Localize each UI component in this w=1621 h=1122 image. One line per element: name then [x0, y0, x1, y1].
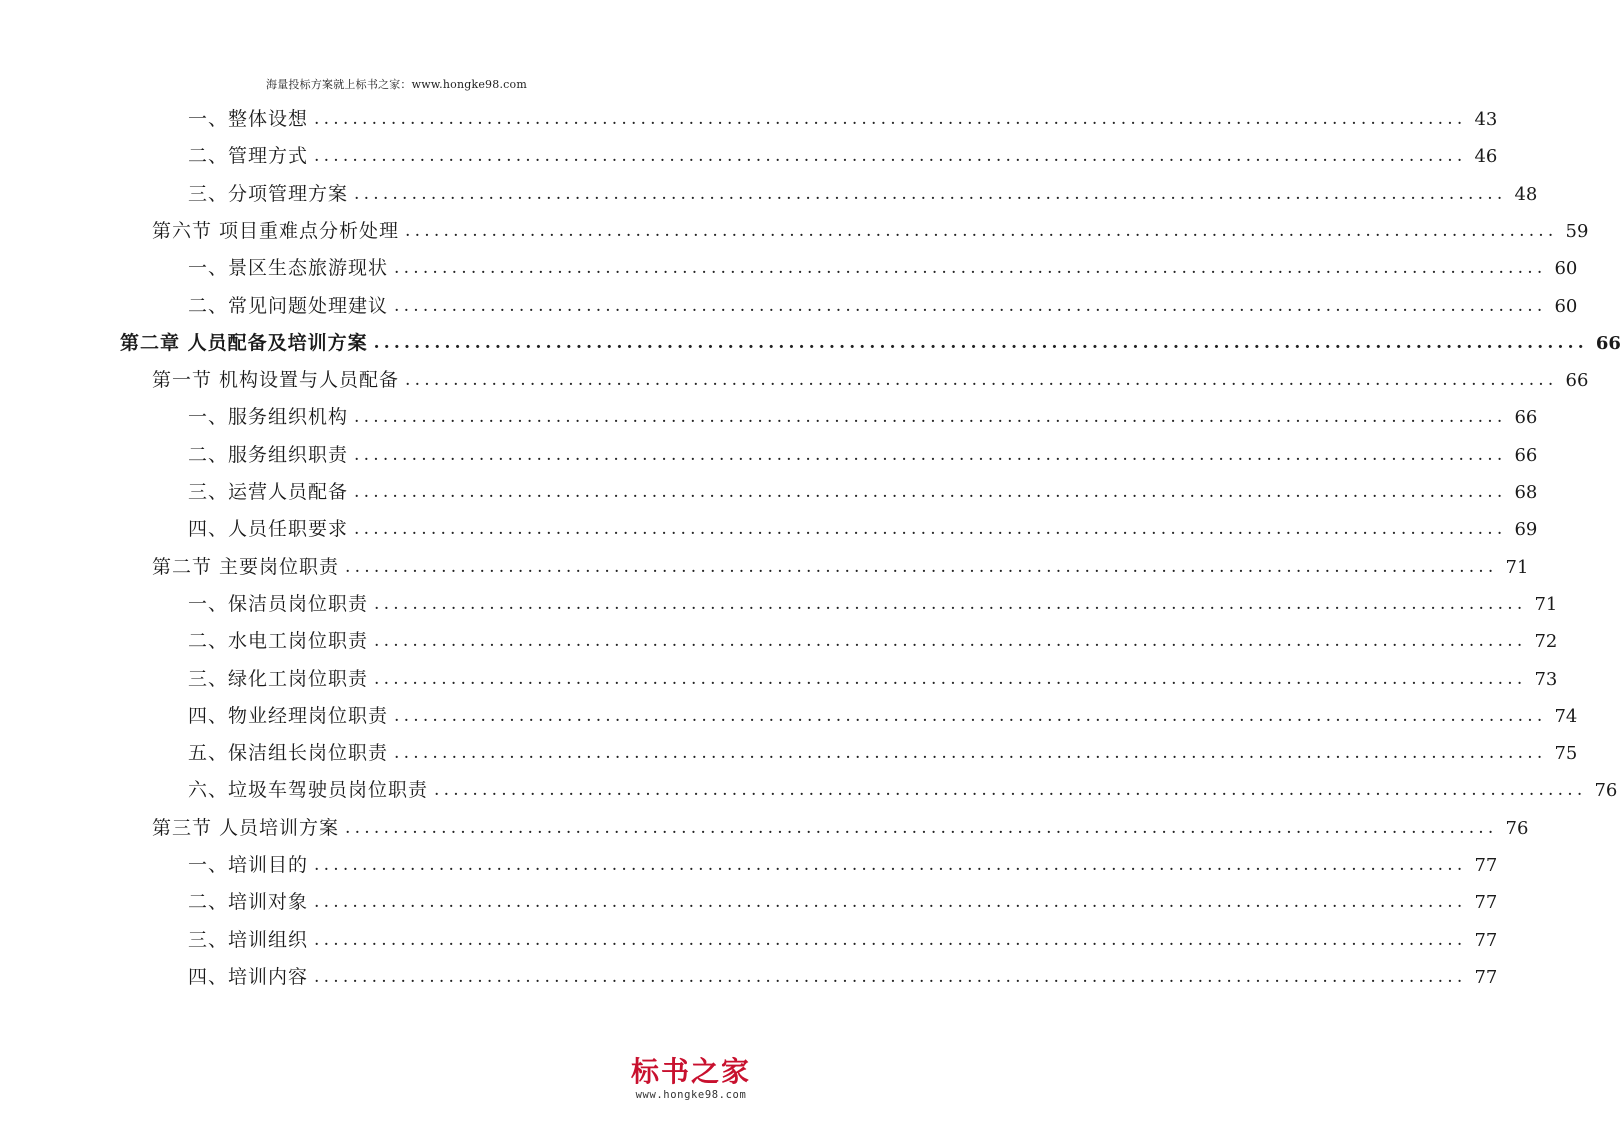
toc-entry-label: 第二章 人员配备及培训方案	[120, 332, 368, 354]
toc-entry-label: 第一节 机构设置与人员配备	[152, 369, 400, 391]
toc-leader-dots: ........................................................................................................................	[354, 184, 1507, 204]
toc-page-number: 68	[1514, 482, 1538, 503]
toc-entry-label: 四、培训内容	[188, 966, 309, 988]
toc-leader-dots: ........................................................................................................................	[394, 258, 1547, 278]
toc-entry	[188, 176, 1538, 213]
toc-leader-dots: ........................................................................................................................	[354, 445, 1507, 465]
toc-leader-dots: ........................................................................................................................	[374, 594, 1527, 614]
toc-entry	[188, 250, 1578, 287]
toc-entry	[188, 884, 1498, 921]
toc-entry	[188, 399, 1538, 436]
toc-entry	[152, 213, 1589, 250]
toc-entry-label: 一、保洁员岗位职责	[188, 593, 369, 615]
toc-entry-label: 四、人员任职要求	[188, 518, 349, 540]
toc-leader-dots: ........................................................................................................................	[345, 557, 1498, 577]
toc-page-number: 71	[1505, 557, 1529, 578]
toc-leader-dots: ........................................................................................................................	[354, 482, 1507, 502]
toc-entry-label: 第二节 主要岗位职责	[152, 556, 340, 578]
toc-leader-dots: ........................................................................................................................	[314, 855, 1467, 875]
watermark-name: 标书之家	[630, 1055, 751, 1088]
toc-entry-label: 一、培训目的	[188, 854, 309, 876]
toc-page-number: 66	[1514, 445, 1538, 466]
toc-leader-dots: ........................................................................................................................	[394, 296, 1547, 316]
toc-page-number: 77	[1474, 967, 1498, 988]
toc-entry-label: 一、景区生态旅游现状	[188, 257, 389, 279]
toc-page-number: 74	[1554, 706, 1578, 727]
toc-entry	[152, 810, 1529, 847]
toc-leader-dots: ........................................................................................................................	[394, 743, 1547, 763]
toc-leader-dots: ........................................................................................................................	[394, 706, 1547, 726]
toc-entry-label: 二、服务组织职责	[188, 444, 349, 466]
toc-leader-dots: ........................................................................................................................	[314, 146, 1467, 166]
toc-entry-label: 四、物业经理岗位职责	[188, 705, 389, 727]
toc-leader-dots: ........................................................................................................................	[314, 892, 1467, 912]
toc-entry	[188, 847, 1498, 884]
toc-entry-label: 二、管理方式	[188, 145, 309, 167]
toc-entry	[188, 698, 1578, 735]
toc-entry	[188, 959, 1498, 996]
toc-leader-dots: ........................................................................................................................	[354, 519, 1507, 539]
toc-entry-label: 第六节 项目重难点分析处理	[152, 220, 400, 242]
toc-entry-label: 三、绿化工岗位职责	[188, 668, 369, 690]
toc-page-number: 76	[1505, 818, 1529, 839]
toc-page-number: 60	[1554, 258, 1578, 279]
toc-leader-dots: ........................................................................................................................	[314, 930, 1467, 950]
toc-leader-dots: ........................................................................................................................	[405, 221, 1558, 241]
toc-entry-label: 二、水电工岗位职责	[188, 630, 369, 652]
watermark-url: www.hongke98.com	[635, 1089, 747, 1101]
toc-leader-dots: ........................................................................................................................	[314, 967, 1467, 987]
toc-entry-label: 三、培训组织	[188, 929, 309, 951]
toc-leader-dots: ........................................................................................................................	[374, 631, 1527, 651]
toc-entry	[188, 288, 1578, 325]
toc-leader-dots: ........................................................................................................................	[405, 370, 1558, 390]
toc-page-number: 66	[1514, 407, 1538, 428]
toc-entry	[120, 325, 1621, 362]
toc-entry	[188, 772, 1618, 809]
toc-entry-label: 二、培训对象	[188, 891, 309, 913]
toc-leader-dots: ........................................................................................................................	[345, 818, 1498, 838]
toc-entry	[188, 623, 1558, 660]
toc-entry-label: 一、服务组织机构	[188, 406, 349, 428]
toc-page-number: 69	[1514, 519, 1538, 540]
toc-leader-dots: ........................................................................................................................	[354, 407, 1507, 427]
toc-page-number: 66	[1565, 370, 1589, 391]
toc-page-number: 75	[1554, 743, 1578, 764]
toc-entry	[188, 511, 1538, 548]
watermark-logo	[611, 1056, 771, 1102]
toc-entry	[152, 549, 1529, 586]
toc-page-number: 71	[1534, 594, 1558, 615]
toc-entry-label: 一、整体设想	[188, 108, 309, 130]
toc-page-number: 59	[1565, 221, 1589, 242]
toc-page-number: 48	[1514, 184, 1538, 205]
toc-entry-label: 五、保洁组长岗位职责	[188, 742, 389, 764]
toc-entry-label: 三、分项管理方案	[188, 183, 349, 205]
toc-page-number: 73	[1534, 669, 1558, 690]
toc-page-number: 77	[1474, 892, 1498, 913]
toc-entry-label: 二、常见问题处理建议	[188, 295, 389, 317]
toc-entry	[188, 661, 1558, 698]
toc-entry	[188, 922, 1498, 959]
page-header: 海量投标方案就上标书之家：www.hongke98.com	[266, 78, 527, 91]
toc-leader-dots: ........................................................................................................................	[374, 669, 1527, 689]
toc-entry-label: 三、运营人员配备	[188, 481, 349, 503]
toc-page-number: 72	[1534, 631, 1558, 652]
toc-page-number: 46	[1474, 146, 1498, 167]
toc-page-number: 77	[1474, 930, 1498, 951]
toc-entry-label: 六、垃圾车驾驶员岗位职责	[188, 779, 429, 801]
toc-page-number: 60	[1554, 296, 1578, 317]
toc-entry	[188, 437, 1538, 474]
toc-leader-dots: ........................................................................................................................	[434, 780, 1587, 800]
toc-page-number: 76	[1594, 780, 1618, 801]
toc-entry-label: 第三节 人员培训方案	[152, 817, 340, 839]
toc-entry	[188, 474, 1538, 511]
toc-entry	[188, 101, 1498, 138]
toc-entry	[188, 586, 1558, 623]
toc-entry	[152, 362, 1589, 399]
toc-page-number: 66	[1595, 333, 1621, 354]
toc-page-number: 77	[1474, 855, 1498, 876]
toc-entry	[188, 735, 1578, 772]
toc-page-number: 43	[1474, 109, 1498, 130]
toc-leader-dots: ........................................................................................................................	[314, 109, 1467, 129]
toc-leader-dots: ........................................................................................................................	[373, 333, 1588, 353]
toc-entry	[188, 138, 1498, 175]
